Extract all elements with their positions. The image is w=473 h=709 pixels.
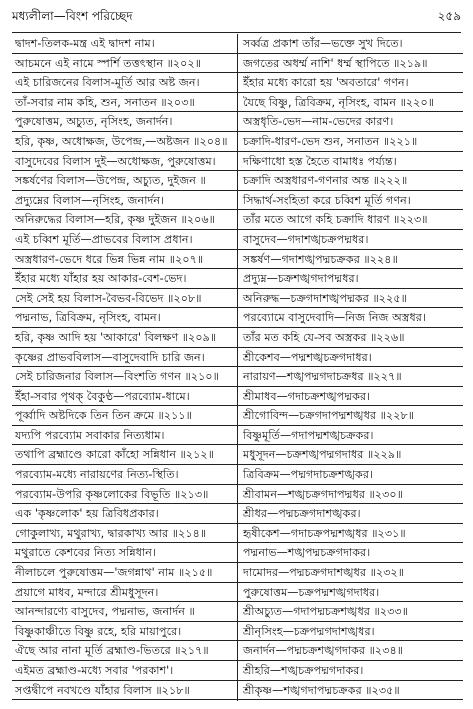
verse-line: এক 'কৃষ্ণলোক' হয় ত্রিবিধপ্রকার। bbox=[12, 504, 237, 524]
verse-line: প্রয়াগে মাধব, মন্দারে শ্রীমধুসূদন। bbox=[12, 583, 237, 603]
verse-line: চক্রাদি অস্ত্রধারণ-গণনার অন্ত ॥২২২॥ bbox=[238, 171, 463, 191]
page-number: ২৫৯ bbox=[437, 9, 461, 23]
verse-line: পরব্যোম-উপরি কৃষ্ণলোকের বিভূতি ॥২১৩॥ bbox=[12, 485, 237, 505]
verse-line: দামোদর—পদ্মচক্রগদাশঙ্খধর ॥২৩২॥ bbox=[238, 563, 463, 583]
verse-line: এই চব্বিশ মূর্তি—প্রাভবের বিলাস প্রধান। bbox=[12, 230, 237, 250]
verse-line: তাঁ-সবার নাম কহি, শুন, সনাতন ॥২০৩॥ bbox=[12, 93, 237, 113]
verse-line: পদ্মনাভ, ত্রিবিক্রম, নৃসিংহ, বামন। bbox=[12, 308, 237, 328]
verse-line: প্রদ্যুম্ন—চক্রশঙ্খগদাপদ্মধর। bbox=[238, 269, 463, 289]
verse-line: গোকুলাখ্য, মথুরাখ্য, দ্বারকাখ্য আর ॥২১৪॥ bbox=[12, 524, 237, 544]
verse-line: পুরুষোত্তম—চক্রপদ্মশঙ্খগদাধর। bbox=[238, 583, 463, 603]
verse-line: আচমনে এই নামে স্পর্শি তত্তৎস্থান ॥২০২॥ bbox=[12, 54, 237, 74]
left-column bbox=[12, 34, 238, 701]
verse-line: বিষ্ণুমূর্তি—গদাপদ্মশঙ্খচক্রকর। bbox=[238, 426, 463, 446]
verse-line: এই চারিজনের বিলাস-মূর্তি আর অষ্ট জন। bbox=[12, 73, 237, 93]
verse-line: অস্ত্রধারণ-ভেদে ধরে ভিন্ন ভিন্ন নাম ॥২০৭॥ bbox=[12, 250, 237, 270]
verse-line: হরি, কৃষ্ণ, অধোক্ষজ, উপেন্দ্র,—অষ্টজন ॥২০৪॥ bbox=[12, 132, 237, 152]
verse-line: পরব্যোম-মধ্যে নারায়ণের নিত্য-স্থিতি। bbox=[12, 465, 237, 485]
verse-line: সপ্তদ্বীপে নবখণ্ডে যাঁহার বিলাস ॥২১৮॥ bbox=[12, 681, 237, 701]
verse-line: অস্ত্রধৃতি-ভেদ—নাম-ভেদের কারণ। bbox=[238, 112, 463, 132]
verse-line: হৃষীকেশ—গদাচক্রপদ্মশঙ্খধর ॥২৩১॥ bbox=[238, 524, 463, 544]
verse-line: সেই সেই হয় বিলাস-বৈভব-বিভেদ ॥২০৮॥ bbox=[12, 289, 237, 309]
verse-line: সিদ্ধার্থ-সংহিতা করে চব্বিশ মূর্তি গণন। bbox=[238, 191, 463, 211]
verse-line: তথাপি ব্রহ্মাণ্ডে কারো কাঁহো সন্নিধান ॥২১২॥ bbox=[12, 445, 237, 465]
verse-line: নারায়ণ—শঙ্খপদ্মগদাচক্রধর ॥২২৭॥ bbox=[238, 367, 463, 387]
verse-line: শ্রীগোবিন্দ—চক্রগদাপদ্মশঙ্খধর ॥২২৮॥ bbox=[238, 406, 463, 426]
verse-line: শ্রীনৃসিংহ—চক্রপদ্মগদাশঙ্খধর। bbox=[238, 622, 463, 642]
verse-line: শ্রীধর—পদ্মচক্রগদাশঙ্খকর। bbox=[238, 504, 463, 524]
verse-line: এইমত ব্রহ্মাণ্ড-মধ্যে সবার 'পরকাশ'। bbox=[12, 661, 237, 681]
verse-line: হরি, কৃষ্ণ আদি হয় 'আকারে' বিলক্ষণ ॥২০৯॥ bbox=[12, 328, 237, 348]
verse-line: পুরুষোত্তম, অচ্যুত, নৃসিংহ, জনার্দন। bbox=[12, 112, 237, 132]
verse-line: পূর্ব্বাদি অষ্টদিকে তিন তিন ক্রমে ॥২১১॥ bbox=[12, 406, 237, 426]
verse-line: সর্ব্বত্র প্রকাশ তাঁর—ভক্তে সুখ দিতে। bbox=[238, 34, 463, 54]
verse-line: মধুসূদন—চক্রশঙ্খপদ্মগদাধর ॥২২৯॥ bbox=[238, 445, 463, 465]
verse-line: অনিরুদ্ধ—চক্রগদাশঙ্খপদ্মকর ॥২২৫॥ bbox=[238, 289, 463, 309]
verse-line: তাঁর মতে আগে কহি চক্রাদি ধারণ ॥২২৩॥ bbox=[238, 210, 463, 230]
verse-line: জনার্দন—পদ্মচক্রশঙ্খগদাকর ॥২৩৪॥ bbox=[238, 641, 463, 661]
verse-line: বিষ্ণুকাঞ্চীতে বিষ্ণু রহে, হরি মায়াপুরে। bbox=[12, 622, 237, 642]
verse-line: শ্রীঅচ্যুত—গদাপদ্মচক্রশঙ্খধর ॥২৩৩॥ bbox=[238, 602, 463, 622]
verse-line: কৃষ্ণের প্রাভববিলাস—বাসুদেবাদি চারি জন। bbox=[12, 348, 237, 368]
running-header bbox=[12, 8, 461, 28]
verse-line: ইঁহা-সবার পৃথক্ বৈকুণ্ঠ—পরব্যোম-ধামে। bbox=[12, 387, 237, 407]
verse-line: শ্রীবামন—শঙ্খচক্রগদাপদ্মধর ॥২৩০॥ bbox=[238, 485, 463, 505]
verse-line: চক্রাদি-ধারণ-ভেদ শুন, সনাতন ॥২২১॥ bbox=[238, 132, 463, 152]
verse-line: বাসুদেবের বিলাস দুই—অধোক্ষজ, পুরুষোত্তম। bbox=[12, 152, 237, 172]
verse-line: ইঁহার মধ্যে যাঁহার হয় আকার-বেশ-ভেদ। bbox=[12, 269, 237, 289]
verse-line: শ্রীকেশব—পদ্মশঙ্খচক্রগদাধর। bbox=[238, 348, 463, 368]
verse-line: পদ্মনাভ—শঙ্খপদ্মচক্রগদাকর। bbox=[238, 543, 463, 563]
verse-line: বাসুদেব—গদাশঙ্খচক্রপদ্মধর। bbox=[238, 230, 463, 250]
verse-line: ত্রিবিক্রম—পদ্মগদাচক্রশঙ্খকর। bbox=[238, 465, 463, 485]
verse-line: শ্রীহরি—শঙ্খচক্রপদ্মগদাকর। bbox=[238, 661, 463, 681]
verse-line: তাঁর মত কহি যে-সব অস্ত্রকর ॥২২৬॥ bbox=[238, 328, 463, 348]
verse-line: দক্ষিণাধো হস্ত হৈতে বামাধঃ পর্য্যন্ত। bbox=[238, 152, 463, 172]
verse-line: দ্বাদশ-তিলক-মন্ত্র এই দ্বাদশ নাম। bbox=[12, 34, 237, 54]
verse-columns bbox=[12, 34, 463, 701]
right-column bbox=[238, 34, 463, 701]
verse-line: সঙ্কর্ষণের বিলাস—উপেন্দ্র, অচ্যুত, দুইজন ॥ bbox=[12, 171, 237, 191]
verse-line: আনন্দারণ্যে বাসুদেব, পদ্মনাভ, জনার্দন ॥ bbox=[12, 602, 237, 622]
verse-line: সঙ্কর্ষণ—গদাশঙ্খপদ্মচক্রকর ॥২২৪॥ bbox=[238, 250, 463, 270]
verse-line: শ্রীমাধব—গদাচক্রশঙ্খপদ্মকর। bbox=[238, 387, 463, 407]
chapter-title: মধ্যলীলা—বিংশ পরিচ্ছেদ bbox=[12, 9, 133, 23]
verse-line: মথুরাতে কেশবের নিত্য সন্নিধান। bbox=[12, 543, 237, 563]
verse-line: ঐছে আর নানা মূর্তি ব্রহ্মাণ্ড-ভিতরে ॥২১৭॥ bbox=[12, 641, 237, 661]
verse-line: নীলাচলে পুরুষোত্তম—'জগন্নাথ' নাম ॥২১৫॥ bbox=[12, 563, 237, 583]
verse-line: ইঁহার মধ্যে কারো হয় 'অবতারে' গণন। bbox=[238, 73, 463, 93]
verse-line: শ্রীকৃষ্ণ—শঙ্খগদাপদ্মচক্রকর ॥২৩৫॥ bbox=[238, 681, 463, 701]
verse-line: যৈছে বিষ্ণু, ত্রিবিক্রম, নৃসিংহ, বামন ॥২২০॥ bbox=[238, 93, 463, 113]
verse-line: পরব্যোমে বাসুদেবাদি—নিজ নিজ অস্ত্রধর। bbox=[238, 308, 463, 328]
verse-line: জগতের অধর্ম্ম নাশি' ধর্ম্ম স্থাপিতে ॥২১৯॥ bbox=[238, 54, 463, 74]
verse-line: সেই চারিজনার বিলাস—বিংশতি গণন ॥২১০॥ bbox=[12, 367, 237, 387]
verse-line: যদ্যপি পরব্যোম সবাকার নিত্যধাম। bbox=[12, 426, 237, 446]
verse-line: অনিরুদ্ধের বিলাস—হরি, কৃষ্ণ দুইজন ॥২০৬॥ bbox=[12, 210, 237, 230]
verse-line: প্রদ্যুম্নের বিলাস—নৃসিংহ, জনার্দন। bbox=[12, 191, 237, 211]
header-rule bbox=[12, 32, 461, 33]
